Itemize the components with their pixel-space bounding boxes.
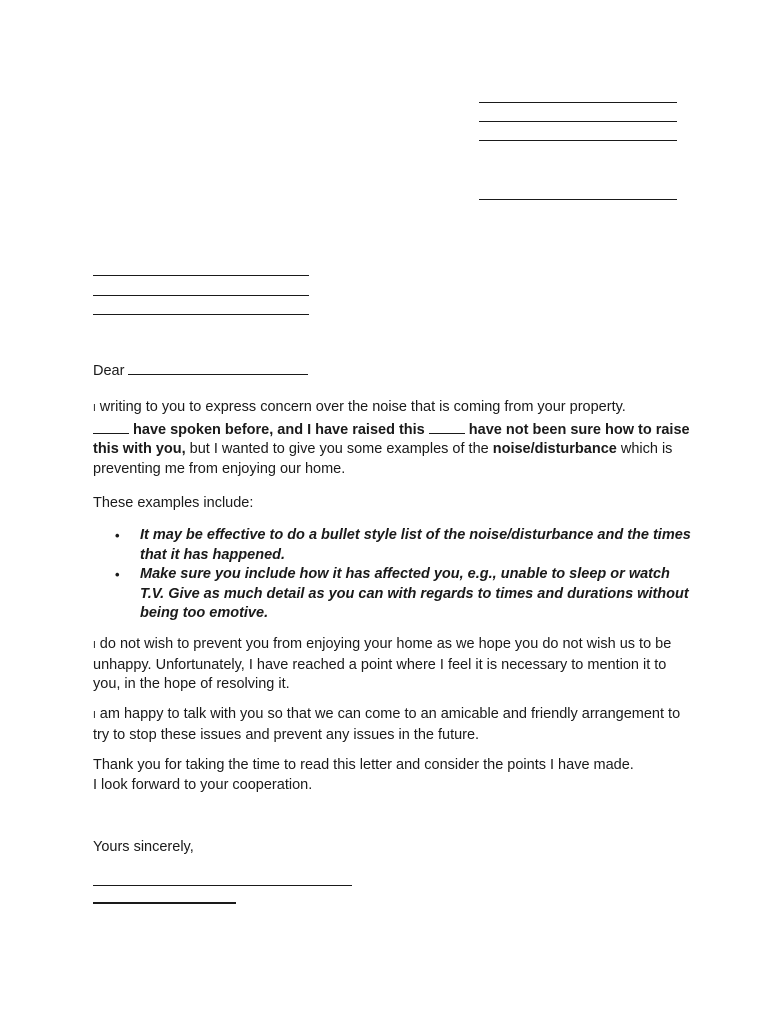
recipient-address-line-3	[93, 314, 309, 315]
sender-address-line-3	[479, 140, 677, 141]
examples-intro: These examples include:	[93, 495, 254, 511]
salutation	[93, 360, 693, 382]
recipient-address-line-1	[93, 275, 309, 276]
names-blank	[93, 419, 129, 434]
paragraph-talk	[93, 705, 693, 745]
paragraph-thanks	[93, 756, 693, 795]
paragraph-intro-bold-3: noise/disturbance	[492, 441, 617, 457]
paragraph-intro-text-2: but I wanted to give you some examples of the	[185, 441, 493, 457]
paragraph-intro-bold-2: have not been sure how to raise this with you,	[93, 421, 690, 457]
signature-line	[93, 885, 352, 886]
paragraph-thanks-line-2: I look forward to your cooperation.	[93, 776, 313, 793]
paragraph-concern-text: do not wish to prevent you from enjoying your home as we hope you do not wish us to be unhappy. Unfortunately, I have reached a point where I feel it is necessary to mention it to you, in the hope of resolving it.	[93, 636, 672, 692]
date-line	[479, 199, 677, 200]
printed-name-line	[93, 902, 236, 904]
paragraph-concern	[93, 635, 693, 695]
paragraph-talk-pronoun: I	[93, 710, 96, 721]
paragraph-intro	[93, 398, 693, 479]
salutation-dear: Dear	[93, 363, 125, 379]
bullet-icon: •	[115, 528, 120, 543]
paragraph-intro-text-3: which is preventing me from enjoying our home.	[93, 441, 673, 477]
paragraph-intro-bold-1: have spoken before, and I have raised this	[129, 421, 429, 438]
list-item-text: It may be effective to do a bullet style list of the noise/disturbance and the times that it has happened.	[140, 527, 691, 563]
paragraph-intro-text-1: writing to you to express concern over the noise that is coming from your property.	[95, 399, 626, 415]
list-item-text: Make sure you include how it has affected you, e.g., unable to sleep or watch T.V. Give as much detail as you can with regards to times and durations without being too emotive.	[140, 566, 689, 621]
who-blank	[429, 419, 465, 434]
recipient-address-line-2	[93, 295, 309, 296]
recipient-name-blank	[128, 360, 308, 375]
sender-address-line-2	[479, 121, 677, 122]
sender-address-line-1	[479, 102, 677, 103]
list-item	[93, 526, 693, 565]
paragraph-concern-pronoun: I	[93, 640, 96, 651]
list-item	[93, 565, 693, 624]
examples-list	[93, 526, 693, 624]
closing: Yours sincerely,	[93, 839, 194, 855]
paragraph-talk-text: am happy to talk with you so that we can come to an amicable and friendly arrangement to try to stop these issues and prevent any issues in the future.	[93, 706, 681, 743]
paragraph-thanks-line-1: Thank you for taking the time to read this letter and consider the points I have made.	[93, 757, 634, 773]
paragraph-intro-pronoun: I	[93, 403, 96, 414]
bullet-icon: •	[115, 567, 120, 582]
